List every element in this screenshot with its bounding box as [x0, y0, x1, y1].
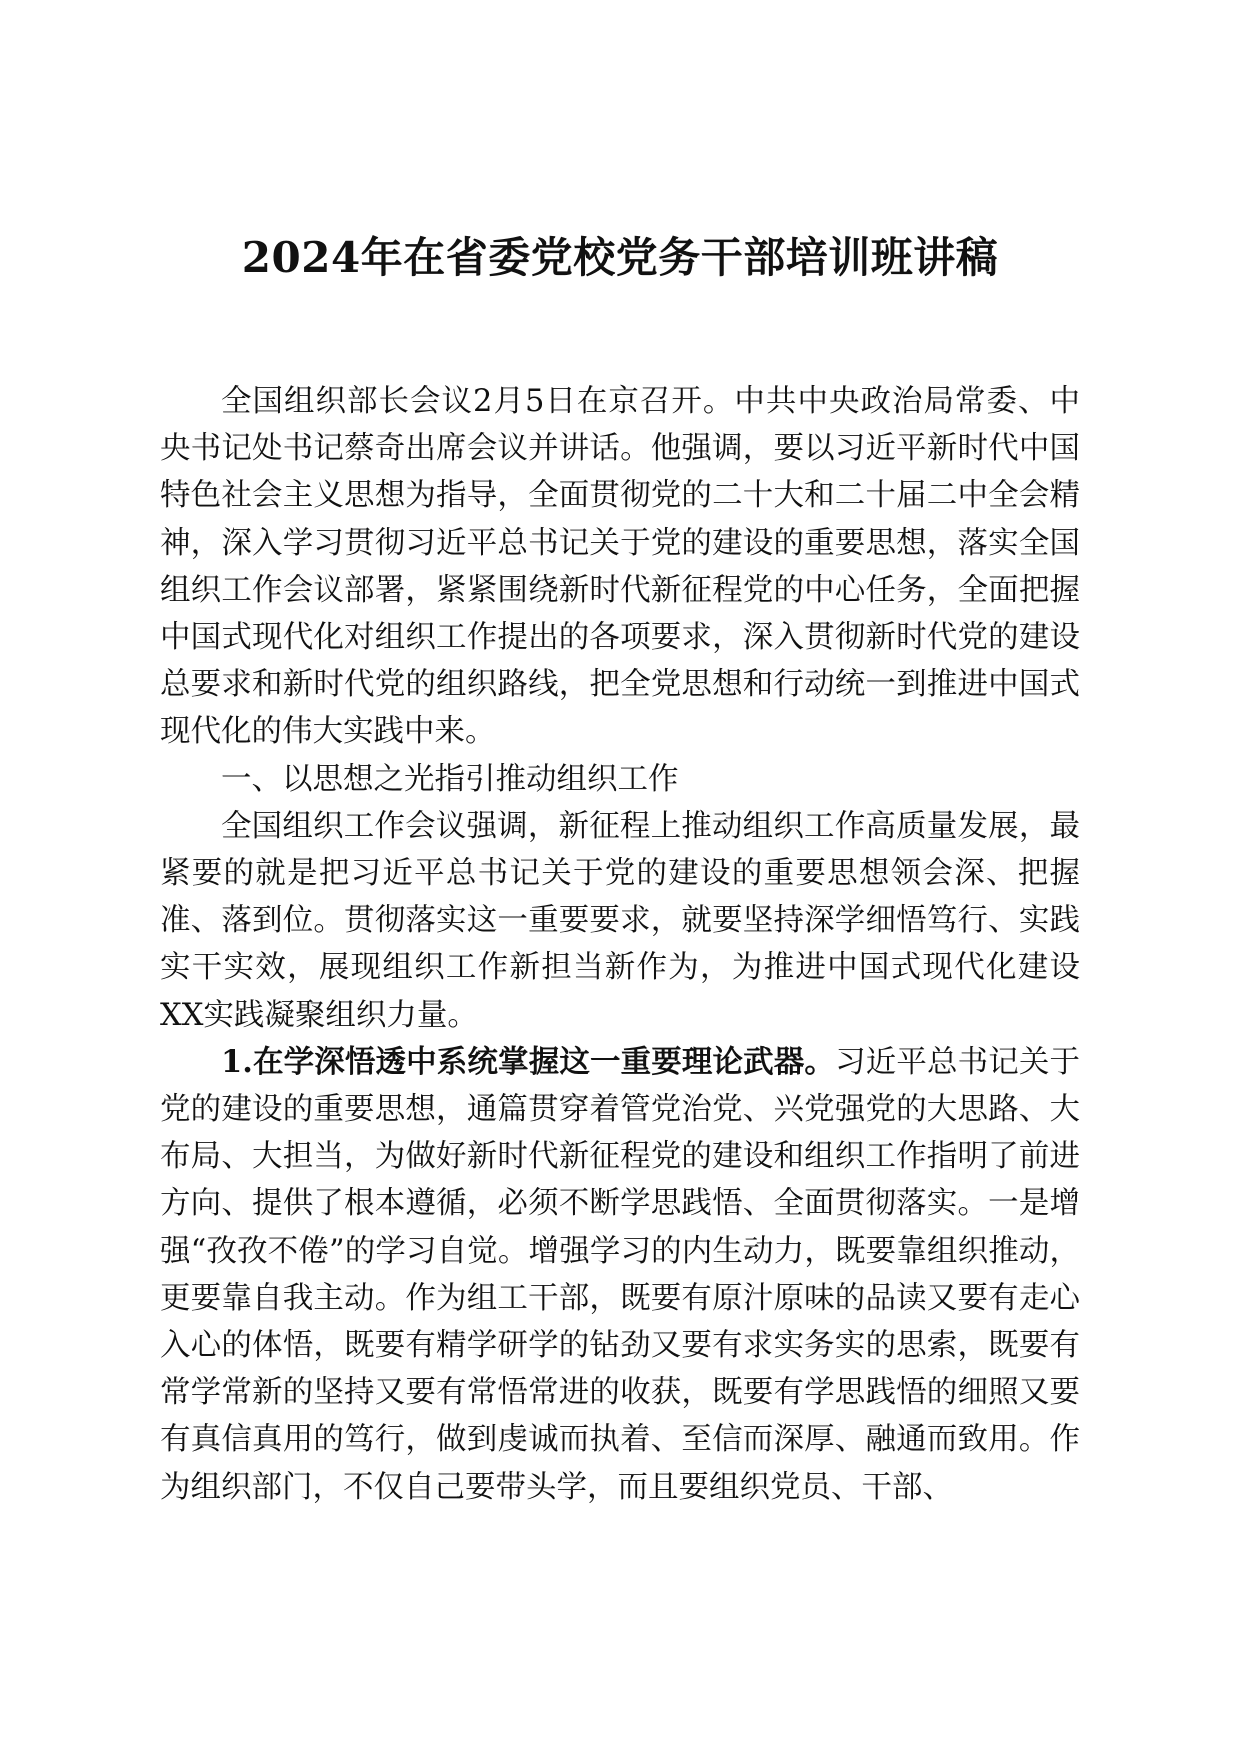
intro-paragraph: 全国组织部长会议2月5日在京召开。中共中央政治局常委、中央书记处书记蔡奇出席会议并讲话。他强调，要以习近平新时代中国特色社会主义思想为指导，全面贯彻党的二十大和二十届二中全会精神，深入学习贯彻习近平总书记关于党的建设的重要思想，落实全国组织工作会议部署，紧紧围绕新时代新征程党的中心任务，全面把握中国式现代化对组织工作提出的各项要求，深入贯彻新时代党的建设总要求和新时代党的组织路线，把全党思想和行动统一到推进中国式现代化的伟大实践中来。: [160, 384, 1080, 750]
section-heading-1: 一、以思想之光指引推动组织工作: [221, 761, 679, 797]
document-title: 2024年在省委党校党务干部培训班讲稿: [241, 233, 999, 282]
point-1-body: 习近平总书记关于党的建设的重要思想，通篇贯穿着管党治党、兴党强党的大思路、大布局、大担当，为做好新时代新征程党的建设和组织工作指明了前进方向、提供了根本遵循，必须不断学思践悟、全面贯彻落实。一是增强“孜孜不倦”的学习自觉。增强学习的内生动力，既要靠组织推动，更要靠自我主动。作为组工干部，既要有原汁原味的品读又要有走心入心的体悟，既要有精学研学的钻劲又要有求实务实的思索，既要有常学常新的坚持又要有常悟常进的收获，既要有学思践悟的细照又要有真信真用的笃行，做到虔诚而执着、至信而深厚、融通而致用。作为组织部门，不仅自己要带头学，而且要组织党员、干部、: [160, 1044, 1081, 1505]
section-1-paragraph: 全国组织工作会议强调，新征程上推动组织工作高质量发展，最紧要的就是把习近平总书记关于党的建设的重要思想领会深、把握准、落到位。贯彻落实这一重要要求，就要坚持深学细悟笃行、实践实干实效，展现组织工作新担当新作为，为推进中国式现代化建设XX实践凝聚组织力量。: [160, 808, 1080, 1033]
point-1-lead: 1.在学深悟透中系统掌握这一重要理论武器。: [221, 1043, 836, 1080]
point-1-paragraph: [160, 1039, 1080, 1511]
document-body: [160, 378, 1080, 1511]
